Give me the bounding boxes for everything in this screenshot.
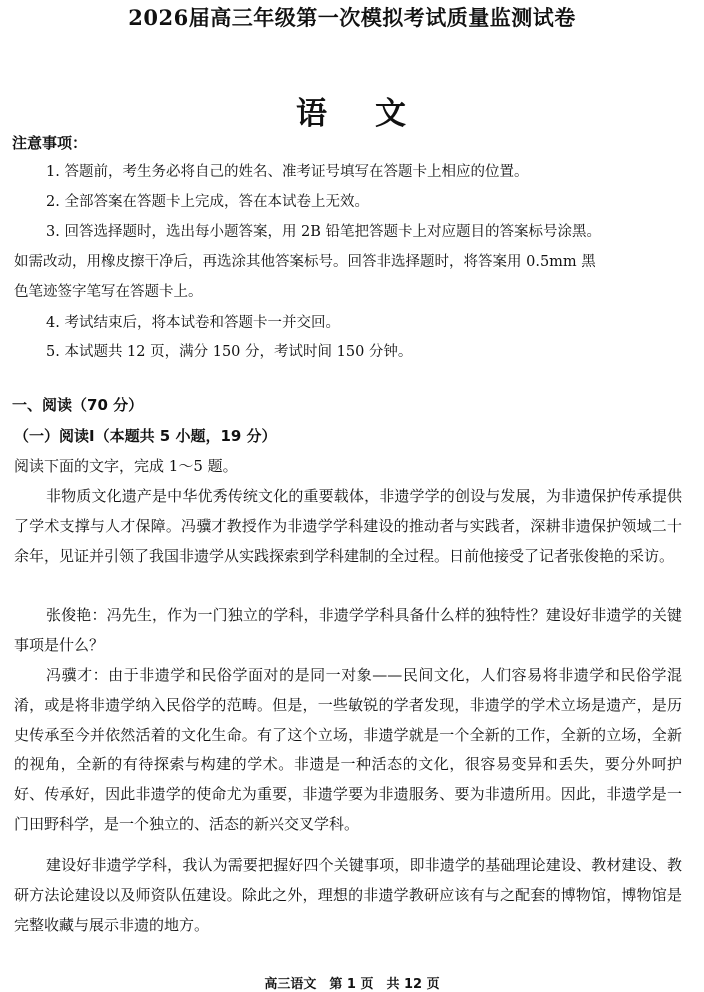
notice-item-3-line-2: 如需改动，用橡皮擦干净后，再选涂其他答案标号。回答非选择题时，将答案用 0.5mm 黑: [14, 254, 596, 270]
reading-instruction: 阅读下面的文字，完成 1～5 题。: [14, 457, 238, 475]
page-footer: 高三语文 第 1 页 共 12 页: [264, 977, 440, 992]
subject-title: [0, 88, 704, 133]
notice-item-1: 1. 答题前，考生务必将自己的姓名、准考证号填写在答题卡上相应的位置。: [46, 164, 529, 180]
notice-item-2: 2. 全部答案在答题卡上完成，答在本试卷上无效。: [46, 194, 369, 210]
notice-item-5: 5. 本试题共 12 页，满分 150 分，考试时间 150 分钟。: [46, 344, 413, 360]
notice-item-3: 3. 回答选择题时，选出每小题答案，用 2B 铅笔把答题卡上对应题目的答案标号涂黑。: [46, 224, 602, 240]
subject-char-2: 文: [375, 96, 408, 132]
section-1-title: 一、阅读（70 分）: [12, 396, 144, 414]
part-1-title: （一）阅读I（本题共 5 小题，19 分）: [14, 427, 277, 445]
subject-char-1: 语: [296, 96, 329, 132]
passage-paragraph-3: 冯骥才：由于非遗学和民俗学面对的是同一对象——民间文化，人们容易将非遗学和民俗学混淆，或是将非遗学纳入民俗学的范畴。但是，一些敏锐的学者发现，非遗学的学术立场是遗产，是历史传承至今并依然活着的文化生命。有了这个立场，非遗学就是一个全新的工作，全新的立场，全新的视角，全新的有待探索与构建的学术。非遗是一种活态的文化，很容易变异和丢失，要分外呵护好、传承好，因此非遗学的使命尤为重要，非遗学要为非遗服务、要为非遗所用。因此，非遗学是一门田野科学，是一个独立的、活态的新兴交叉学科。: [14, 666, 682, 833]
notice-item-3-line-3: 色笔迹签字笔写在答题卡上。: [14, 284, 203, 300]
notice-title: 注意事项：: [12, 134, 88, 152]
passage-paragraph-2: 张俊艳：冯先生，作为一门独立的学科，非遗学学科具备什么样的独特性？建设好非遗学的关键事项是什么？: [14, 606, 682, 654]
exam-title: 2026届高三年级第一次模拟考试质量监测试卷: [128, 5, 576, 30]
passage-paragraph-1: 非物质文化遗产是中华优秀传统文化的重要载体，非遗学学的创设与发展，为非遗保护传承提供了学术支撑与人才保障。冯骥才教授作为非遗学学科建设的推动者与实践者，深耕非遗保护领域二十余年，见证并引领了我国非遗学从实践探索到学科建制的全过程。日前他接受了记者张俊艳的采访。: [14, 487, 682, 565]
passage-paragraph-4: 建设好非遗学学科，我认为需要把握好四个关键事项，即非遗学的基础理论建设、教材建设、教研方法论建设以及师资队伍建设。除此之外，理想的非遗学教研应该有与之配套的博物馆，博物馆是完整收藏与展示非遗的地方。: [14, 856, 682, 934]
notice-item-4: 4. 考试结束后，将本试卷和答题卡一并交回。: [46, 315, 340, 331]
